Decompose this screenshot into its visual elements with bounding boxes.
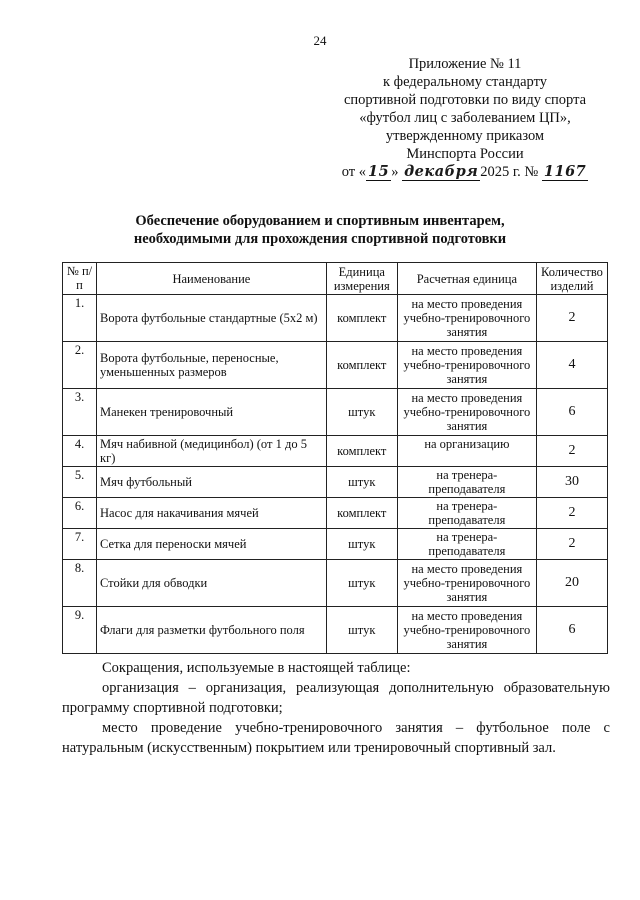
row-qty: 2 (536, 529, 607, 560)
row-name: Стойки для обводки (97, 560, 327, 607)
row-name: Мяч футбольный (97, 467, 327, 498)
table-row (63, 436, 608, 467)
row-calc: на тренера-преподавателя (397, 467, 536, 498)
order-year: 2025 г. № (480, 164, 539, 180)
header-name: Наименование (97, 263, 327, 295)
row-calc: на место проведения учебно-тренировочного занятия (397, 560, 536, 607)
document-title (0, 212, 640, 248)
header-calc: Расчетная единица (397, 263, 536, 295)
table-row (63, 560, 608, 607)
row-name: Сетка для переноски мячей (97, 529, 327, 560)
header-qty: Количество изделий (536, 263, 607, 295)
row-unit: штук (326, 467, 397, 498)
appendix-sport-name: «футбол лиц с заболеванием ЦП», (359, 110, 571, 126)
row-name: Манекен тренировочный (97, 389, 327, 436)
row-qty: 4 (536, 342, 607, 389)
title-line-1: Обеспечение оборудованием и спортивным инвентарем, (135, 213, 505, 229)
date-mid: » (391, 164, 399, 180)
row-name: Ворота футбольные стандартные (5х2 м) (97, 295, 327, 342)
appendix-header (330, 55, 600, 181)
row-num: 6. (63, 498, 97, 529)
appendix-approved: утвержденному приказом (385, 128, 545, 144)
row-num: 3. (63, 389, 97, 436)
equipment-table (62, 262, 608, 654)
row-unit: штук (326, 607, 397, 654)
appendix-ministry: Минспорта России (406, 146, 524, 162)
row-num: 8. (63, 560, 97, 607)
table-row (63, 607, 608, 654)
row-num: 5. (63, 467, 97, 498)
row-qty: 2 (536, 498, 607, 529)
row-qty: 6 (536, 389, 607, 436)
order-day: 15 (368, 163, 390, 180)
table-row (63, 389, 608, 436)
row-qty: 30 (536, 467, 607, 498)
row-calc: на тренера-преподавателя (397, 529, 536, 560)
row-unit: штук (326, 389, 397, 436)
table-row (63, 529, 608, 560)
appendix-sport-training: спортивной подготовки по виду спорта (343, 92, 587, 108)
date-prefix: от « (341, 164, 367, 180)
header-unit: Единица измерения (326, 263, 397, 295)
row-calc: на место проведения учебно-тренировочного занятия (397, 295, 536, 342)
appendix-number: Приложение № 11 (408, 56, 522, 72)
row-calc: на место проведения учебно-тренировочного занятия (397, 342, 536, 389)
row-unit: комплект (326, 436, 397, 467)
row-num: 1. (63, 295, 97, 342)
row-unit: комплект (326, 342, 397, 389)
row-qty: 20 (536, 560, 607, 607)
row-unit: штук (326, 529, 397, 560)
table-row (63, 342, 608, 389)
table-row (63, 467, 608, 498)
appendix-standard: к федеральному стандарту (383, 74, 547, 90)
order-number: 1167 (543, 163, 587, 180)
row-name: Насос для накачивания мячей (97, 498, 327, 529)
row-name: Ворота футбольные, переносные, уменьшенных размеров (97, 342, 327, 389)
row-name: Флаги для разметки футбольного поля (97, 607, 327, 654)
page-number: 24 (313, 33, 327, 48)
title-line-2: необходимыми для прохождения спортивной подготовки (133, 231, 507, 247)
row-qty: 6 (536, 607, 607, 654)
notes-training-place: место проведение учебно-тренировочного занятия – футбольное поле с натуральным (искусственным) покрытием или тренировочный спортивный зал. (62, 720, 610, 756)
table-header-row (63, 263, 608, 295)
row-num: 9. (63, 607, 97, 654)
row-unit: штук (326, 560, 397, 607)
row-qty: 2 (536, 436, 607, 467)
row-calc: на место проведения учебно-тренировочного занятия (397, 389, 536, 436)
table-row (63, 498, 608, 529)
order-date-line (330, 163, 600, 181)
row-num: 2. (63, 342, 97, 389)
notes-intro: Сокращения, используемые в настоящей таблице: (102, 660, 411, 676)
row-calc: на организацию (397, 436, 536, 467)
row-calc: на тренера-преподавателя (397, 498, 536, 529)
row-qty: 2 (536, 295, 607, 342)
row-name: Мяч набивной (медицинбол) (от 1 до 5 кг) (97, 436, 327, 467)
row-unit: комплект (326, 498, 397, 529)
order-month: декабря (404, 163, 479, 180)
notes-organization: организация – организация, реализующая дополнительную образовательную программу спортивной подготовки; (62, 680, 610, 716)
row-calc: на место проведения учебно-тренировочного занятия (397, 607, 536, 654)
row-num: 4. (63, 436, 97, 467)
row-unit: комплект (326, 295, 397, 342)
abbreviations-notes (62, 658, 610, 758)
header-num: № п/п (63, 263, 97, 295)
row-num: 7. (63, 529, 97, 560)
table-row (63, 295, 608, 342)
